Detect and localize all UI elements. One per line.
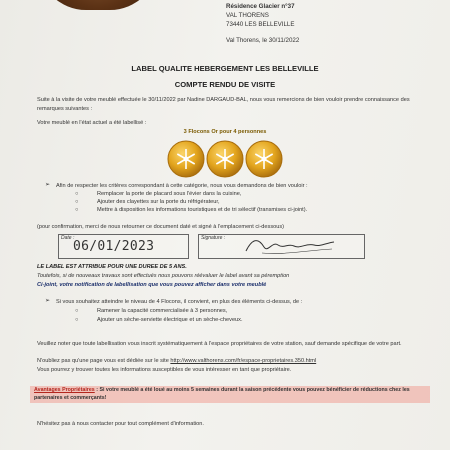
- snowflake-badge-icon: [246, 141, 282, 177]
- reevaluation-note: Toutefois, si de nouveaux travaux sont effectués nous pouvons réévaluer le label avant sa péremption: [37, 273, 290, 279]
- bullet-marker: ○: [75, 191, 79, 197]
- advantage-text: : Si votre meublé a été loué au moins 5 semaines durant la saison précédente vous pouvez bénéficier de réductions chez les partenaires et commerçants!: [34, 387, 410, 401]
- address-line-1: Résidence Glacier n°37: [226, 3, 295, 10]
- address-line-3: 73440 LES BELLEVILLE: [226, 21, 295, 28]
- bullet-marker: ○: [75, 308, 79, 314]
- flocons-badges: [166, 139, 284, 179]
- notification-note: Ci-joint, votre notification de labellisation que vous pouvez afficher dans votre meublé: [37, 282, 267, 288]
- criteria-item: Ajouter des clayettes sur la porte du réfrigérateur,: [97, 199, 220, 205]
- signature-scribble: [242, 233, 338, 259]
- owner-page-link[interactable]: http://www.valthorens.com/fr/espace-proprietaires.350.html: [170, 358, 317, 364]
- criteria-intro: Afin de respecter les critères correspondant à cette catégorie, nous vous demandons de bien vouloir :: [56, 183, 308, 189]
- advantage-paragraph: [34, 387, 429, 402]
- closing-line: N'hésitez pas à nous contacter pour tout complément d'information.: [37, 421, 204, 427]
- date-label: Date :: [61, 235, 75, 241]
- niveau-intro: Si vous souhaitez atteindre le niveau de 4 Flocons, il convient, en plus des éléments ci-dessus, de :: [56, 299, 303, 305]
- bullet-marker: ○: [75, 317, 79, 323]
- label-duration: LE LABEL EST ATTRIBUE POUR UNE DUREE DE 5 ANS.: [37, 264, 187, 270]
- signature-label: Signature :: [201, 235, 226, 241]
- bullet-arrow-icon: ➢: [45, 298, 51, 304]
- niveau-item: Ajouter un sèche-serviette électrique et un sèche-cheveux.: [97, 317, 243, 323]
- owner-page-note: [37, 357, 427, 366]
- confirm-instructions: (pour confirmation, merci de nous retourner ce document daté et signé à l'emplacement ci-dessous): [37, 224, 285, 230]
- bullet-marker: ○: [75, 207, 79, 213]
- niveau-item: Ramener la capacité commercialisée à 3 personnes,: [97, 308, 228, 314]
- address-line-2: VAL THORENS: [226, 12, 269, 19]
- owner-info-note: Vous pourrez y trouver toutes les informations susceptibles de vous intéresser en tant que propriétaire.: [37, 367, 292, 373]
- place-date: Val Thorens, le 30/11/2022: [226, 37, 300, 44]
- snowflake-badge-icon: [168, 141, 204, 177]
- criteria-item: Mettre à disposition les informations touristiques et de tri sélectif (transmises ci-joint).: [97, 207, 308, 213]
- snowflake-badge-icon: [207, 141, 243, 177]
- registration-note: Veuillez noter que toute labellisation vous inscrit systématiquement à l'espace propriétaires de votre station, sauf demande spécifique de votre part.: [37, 341, 402, 347]
- advantage-label: Avantages Propriétaires: [34, 387, 95, 393]
- handwritten-date: 06/01/2023: [73, 239, 155, 254]
- etat-text: Votre meublé en l'état actuel a été labellisé :: [37, 120, 147, 126]
- document-subtitle: COMPTE RENDU DE VISITE: [174, 80, 276, 89]
- criteria-item: Remplacer la porte de placard sous l'évier dans la cuisine,: [97, 191, 242, 197]
- owner-page-prefix: N'oubliez pas qu'une page vous est dédiée sur le site: [37, 358, 171, 364]
- bullet-marker: ○: [75, 199, 79, 205]
- bullet-arrow-icon: ➢: [45, 182, 51, 188]
- logo: [38, 0, 158, 10]
- document-title: LABEL QUALITE HEBERGEMENT LES BELLEVILLE: [131, 64, 319, 73]
- intro-paragraph: Suite à la visite de votre meublé effectuée le 30/11/2022 par Nadine DARGAUD-BAL, nous vous remercions de bien vouloir prendre connaissance des remarques suivantes :: [37, 97, 410, 112]
- flocons-label: 3 Flocons Or pour 4 personnes: [183, 129, 267, 135]
